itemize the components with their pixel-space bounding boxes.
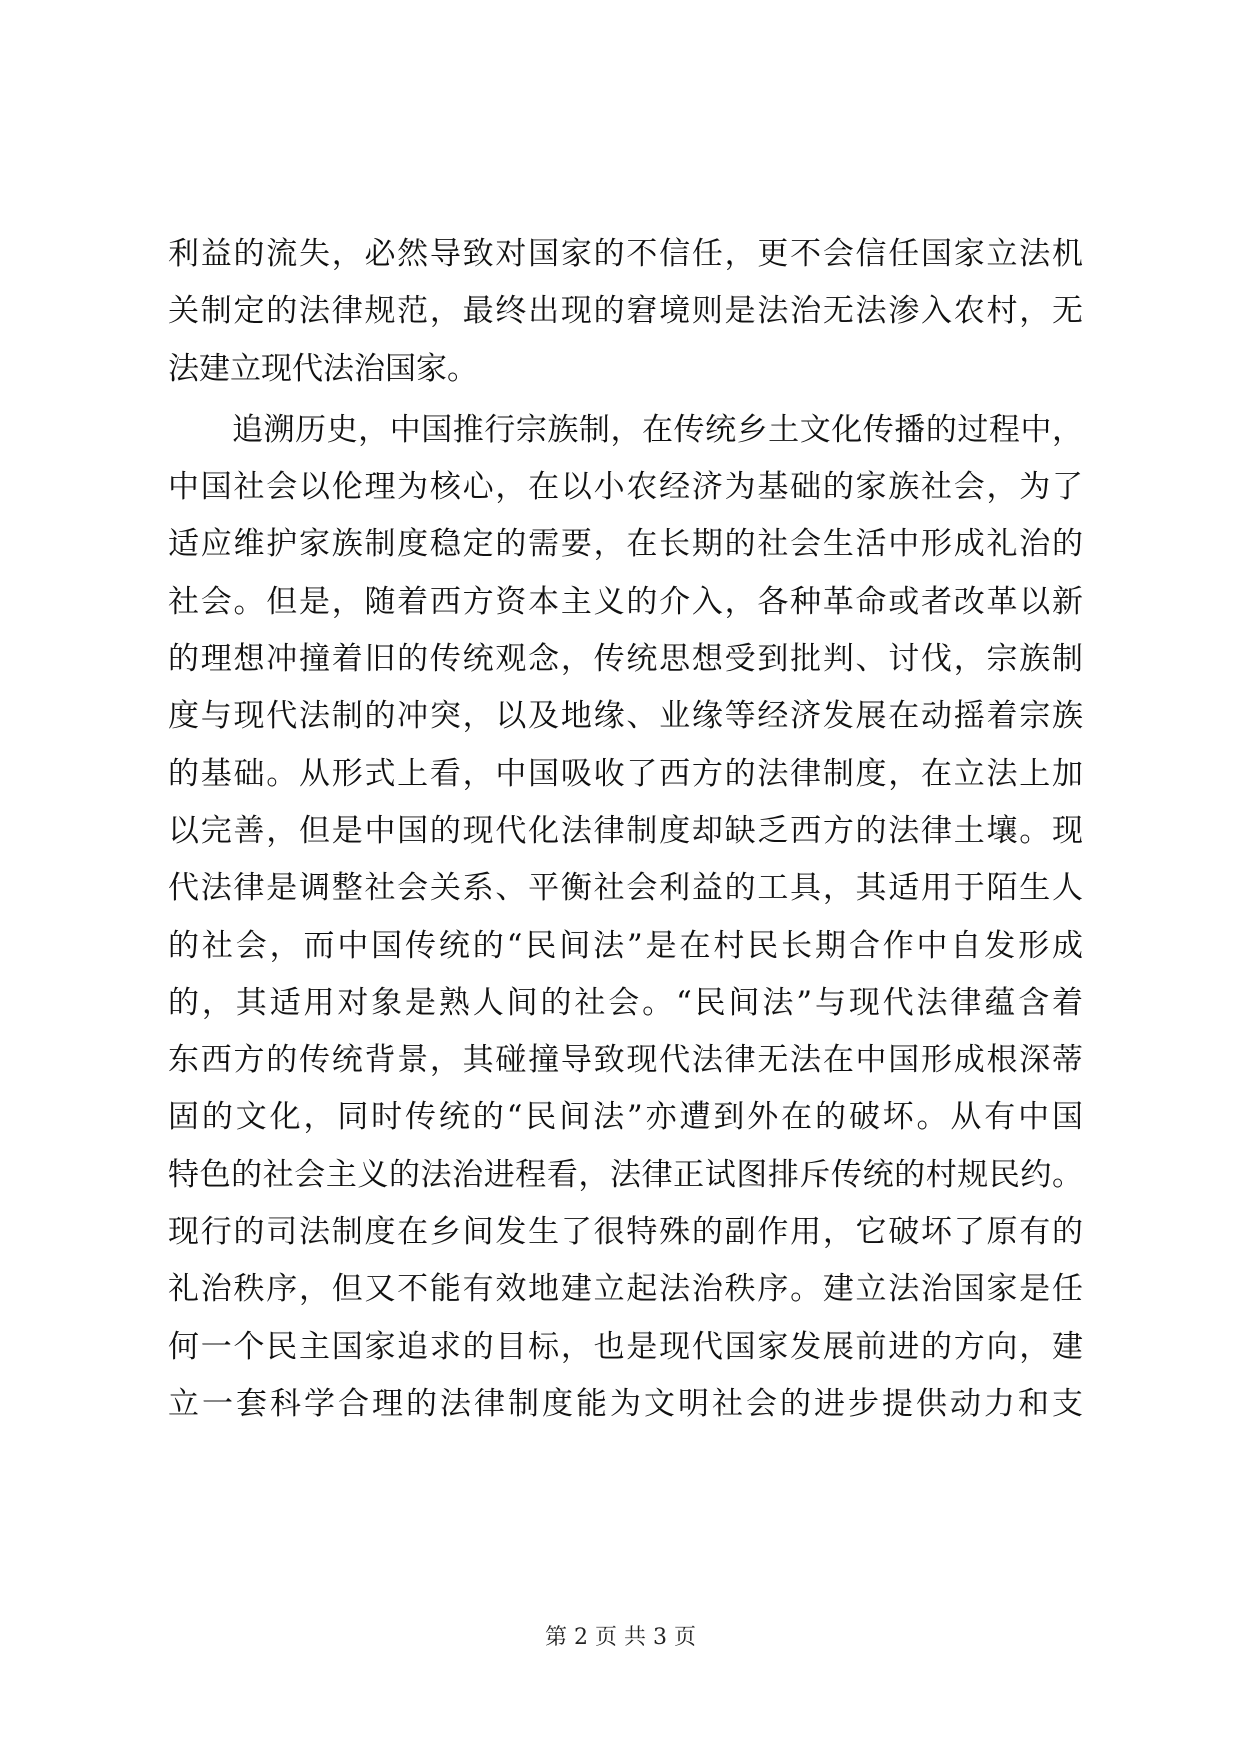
paragraph	[168, 226, 1083, 398]
text-line: 追溯历史，中国推行宗族制，在传统乡土文化传播的过程中，	[232, 411, 1083, 448]
text-line: 度与现代法制的冲突，以及地缘、业缘等经济发展在动摇着宗族	[168, 698, 1083, 735]
text-line: 东西方的传统背景，其碰撞导致现代法律无法在中国形成根深蒂	[168, 1042, 1083, 1079]
text-line: 利益的流失，必然导致对国家的不信任，更不会信任国家立法机	[168, 236, 1083, 272]
text-line: 的理想冲撞着旧的传统观念，传统思想受到批判、讨伐，宗族制	[168, 641, 1083, 678]
text-line: 的，其适用对象是熟人间的社会。“民间法”与现代法律蕴含着	[168, 984, 1083, 1021]
page-footer: 第 2 页 共 3 页	[545, 1625, 696, 1650]
text-line: 关制定的法律规范，最终出现的窘境则是法治无法渗入农村，无	[168, 293, 1083, 330]
text-line: 代法律是调整社会关系、平衡社会利益的工具，其适用于陌生人	[168, 870, 1083, 907]
text-line: 固的文化，同时传统的“民间法”亦遭到外在的破坏。从有中国	[168, 1099, 1083, 1136]
paragraph	[168, 402, 1083, 1433]
text-line: 法建立现代法治国家。	[168, 350, 478, 387]
text-line: 礼治秩序，但又不能有效地建立起法治秩序。建立法治国家是任	[168, 1271, 1083, 1308]
text-line: 特色的社会主义的法治进程看，法律正试图排斥传统的村规民约。	[168, 1156, 1083, 1193]
text-line: 的基础。从形式上看，中国吸收了西方的法律制度，在立法上加	[168, 755, 1083, 792]
text-line: 以完善，但是中国的现代化法律制度却缺乏西方的法律土壤。现	[168, 812, 1083, 849]
text-line: 适应维护家族制度稳定的需要，在长期的社会生活中形成礼治的	[168, 526, 1083, 563]
text-line: 社会。但是，随着西方资本主义的介入，各种革命或者改革以新	[168, 583, 1083, 620]
text-line: 立一套科学合理的法律制度能为文明社会的进步提供动力和支	[168, 1385, 1083, 1422]
text-line: 的社会，而中国传统的“民间法”是在村民长期合作中自发形成	[168, 927, 1083, 964]
body-text	[168, 226, 1083, 1433]
text-line: 现行的司法制度在乡间发生了很特殊的副作用，它破坏了原有的	[168, 1214, 1083, 1251]
text-line: 中国社会以伦理为核心，在以小农经济为基础的家族社会，为了	[168, 469, 1083, 506]
text-line: 何一个民主国家追求的目标，也是现代国家发展前进的方向，建	[168, 1328, 1083, 1365]
